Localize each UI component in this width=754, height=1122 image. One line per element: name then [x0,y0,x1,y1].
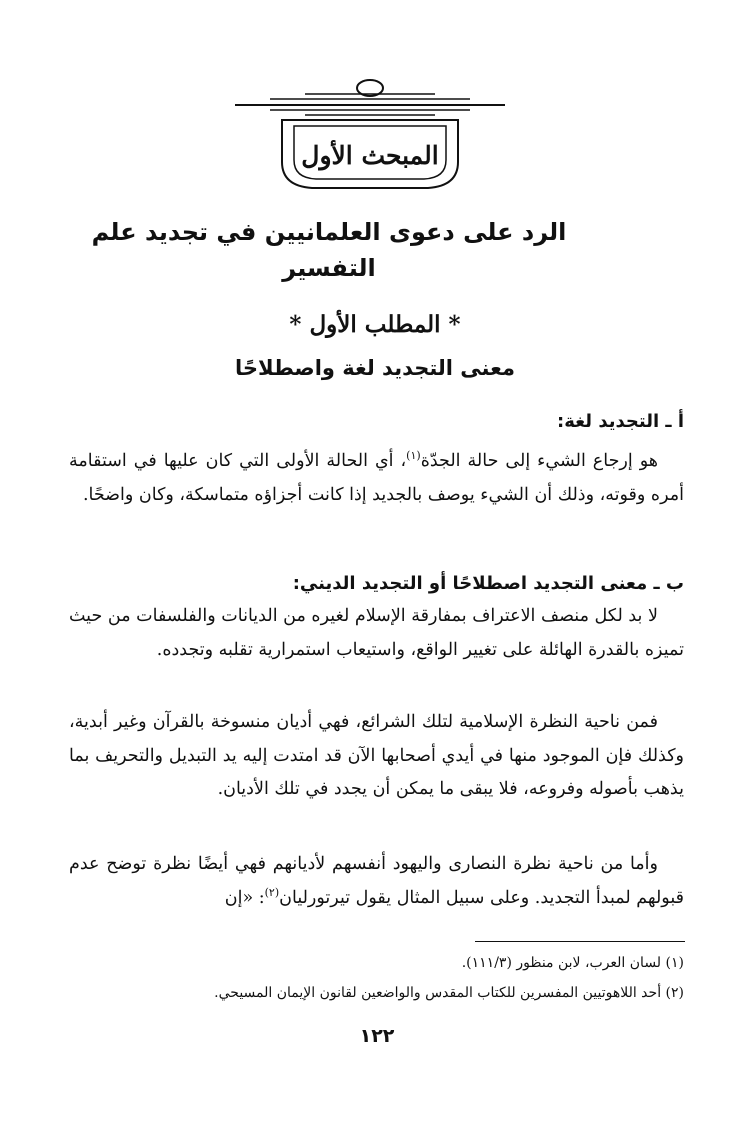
heading-b: ب ـ معنى التجديد اصطلاحًا أو التجديد الديني: [292,573,684,594]
page-title: الرد على دعوى العلمانيين في تجديد علم التفسير [91,218,567,282]
paragraph-b2 [69,706,684,807]
paragraph-b3-part1: وأما من ناحية نظرة النصارى واليهود أنفسهم لأديانهم فهي أيضًا نظرة توضح عدم قبولهم لمبدأ التجديد. وعلى سبيل المثال يقول تيرتورليان [69,854,684,908]
section-label: * المطلب الأول * [289,311,461,338]
paragraph-b1-text: لا بد لكل منصف الاعتراف بمفارقة الإسلام لغيره من الديانات والفلسفات من حيث تميزه بالقدرة الهائلة على تغيير الواقع، واستيعاب استمرارية تقلبه وتجدده. [69,606,684,660]
footnote-1: (١) لسان العرب، لابن منظور (١١١/٣). [461,955,684,971]
footnote-ref-2[interactable]: (٢) [264,885,280,899]
footnote-divider [475,941,685,942]
paragraph-b1 [69,600,684,667]
paragraph-b3 [69,848,684,915]
paragraph-a-part1: هو إرجاع الشيء إلى حالة الجدّة [420,451,658,471]
paragraph-b3-part2: : «إن [224,887,265,908]
footnote-ref-1[interactable]: (١) [406,449,421,463]
section-subtitle: معنى التجديد لغة واصطلاحًا [235,356,515,380]
footnote-2: (٢) أحد اللاهوتيين المفسرين للكتاب المقدس والواضعين لقانون الإيمان المسيحي. [214,985,684,1001]
chapter-label: المبحث الأول [301,141,439,170]
paragraph-a [69,445,684,512]
heading-a: أ ـ التجديد لغة: [557,411,684,432]
page-number: ١٢٢ [359,1025,395,1047]
paragraph-a-part2: ، أي الحالة الأولى التي كان عليها في استقامة أمره وقوته، وذلك أن الشيء يوصف بالجديد إذا كانت أجزاؤه متماسكة، وكان واضحًا. [69,451,684,505]
paragraph-b2-text: فمن ناحية النظرة الإسلامية لتلك الشرائع، فهي أديان منسوخة بالقرآن وغير أبدية، وكذلك فإن الموجود منها في أيدي أصحابها الآن قد امتدت إليه يد التبديل والتحريف بما يذهب بأصوله وفروعه، فلا يبقى ما يمكن أن يجدد في تلك الأديان. [69,712,684,799]
